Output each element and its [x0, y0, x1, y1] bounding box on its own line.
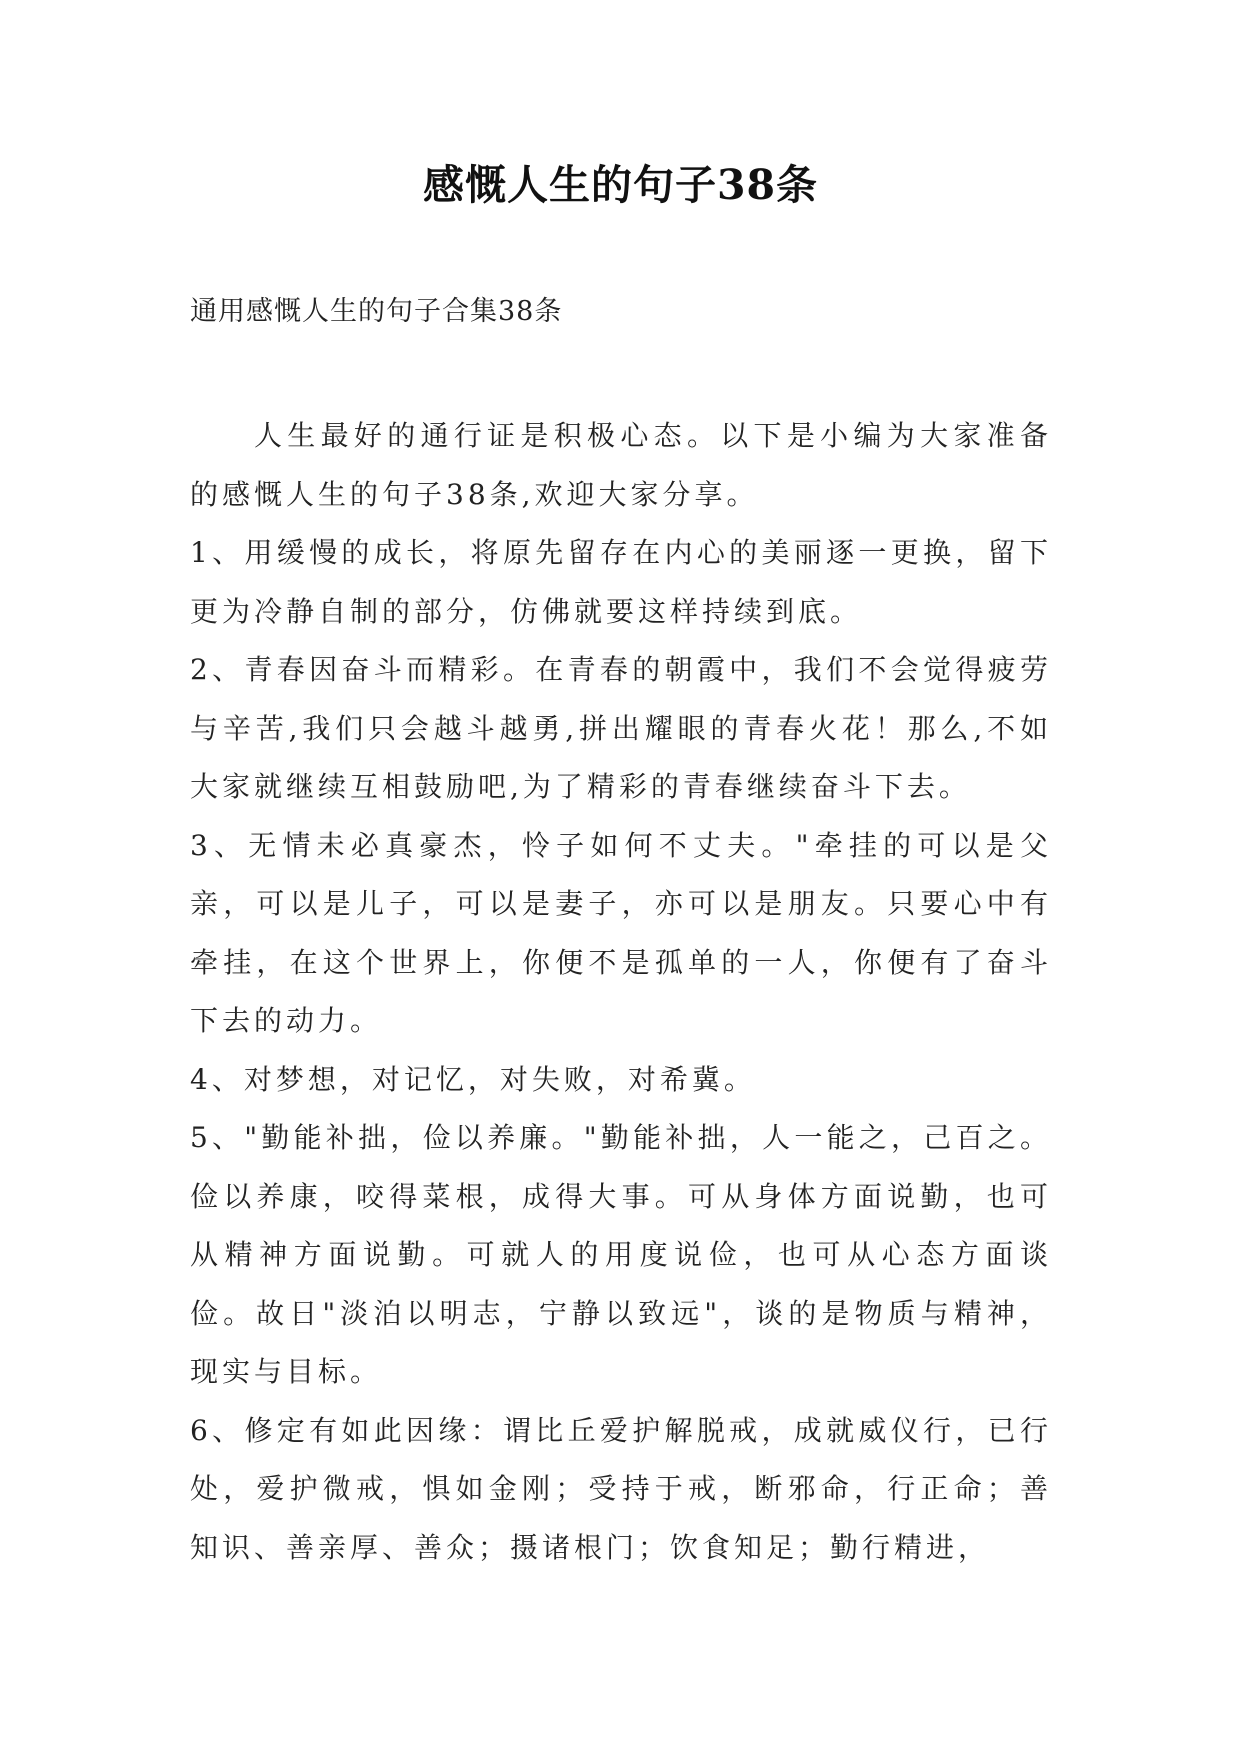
- document-body: [190, 407, 1052, 1577]
- list-item-3: 3、无情未必真豪杰，怜子如何不丈夫。"牵挂的可以是父亲，可以是儿子，可以是妻子，亦可以是朋友。只要心中有牵挂，在这个世界上，你便不是孤单的一人，你便有了奋斗下去的动力。: [190, 828, 1052, 1037]
- list-item-2: 2、青春因奋斗而精彩。在青春的朝霞中，我们不会觉得疲劳与辛苦,我们只会越斗越勇,拼出耀眼的青春火花！那么,不如大家就继续互相鼓励吧,为了精彩的青春继续奋斗下去。: [190, 653, 1052, 803]
- list-item-5: 5、"勤能补拙，俭以养廉。"勤能补拙，人一能之，己百之。俭以养康，咬得菜根，成得大事。可从身体方面说勤，也可从精神方面说勤。可就人的用度说俭，也可从心态方面谈俭。故日"淡泊以明志，宁静以致远"，谈的是物质与精神，现实与目标。: [190, 1121, 1052, 1388]
- document-subtitle: 通用感慨人生的句子合集38条: [190, 296, 563, 327]
- list-item-1: 1、用缓慢的成长，将原先留存在内心的美丽逐一更换，留下更为冷静自制的部分，仿佛就要这样持续到底。: [190, 536, 1052, 628]
- list-item-6: 6、修定有如此因缘：谓比丘爱护解脱戒，成就威仪行，已行处，爱护微戒，惧如金刚；受持于戒，断邪命，行正命；善知识、善亲厚、善众；摄诸根门；饮食知足；勤行精进，: [190, 1413, 1052, 1564]
- intro-paragraph: 人生最好的通行证是积极心态。以下是小编为大家准备的感慨人生的句子38条,欢迎大家分享。: [190, 419, 1052, 511]
- list-item-4: 4、对梦想，对记忆，对失败，对希冀。: [190, 1062, 756, 1096]
- document-title: 感慨人生的句子38条: [422, 161, 819, 209]
